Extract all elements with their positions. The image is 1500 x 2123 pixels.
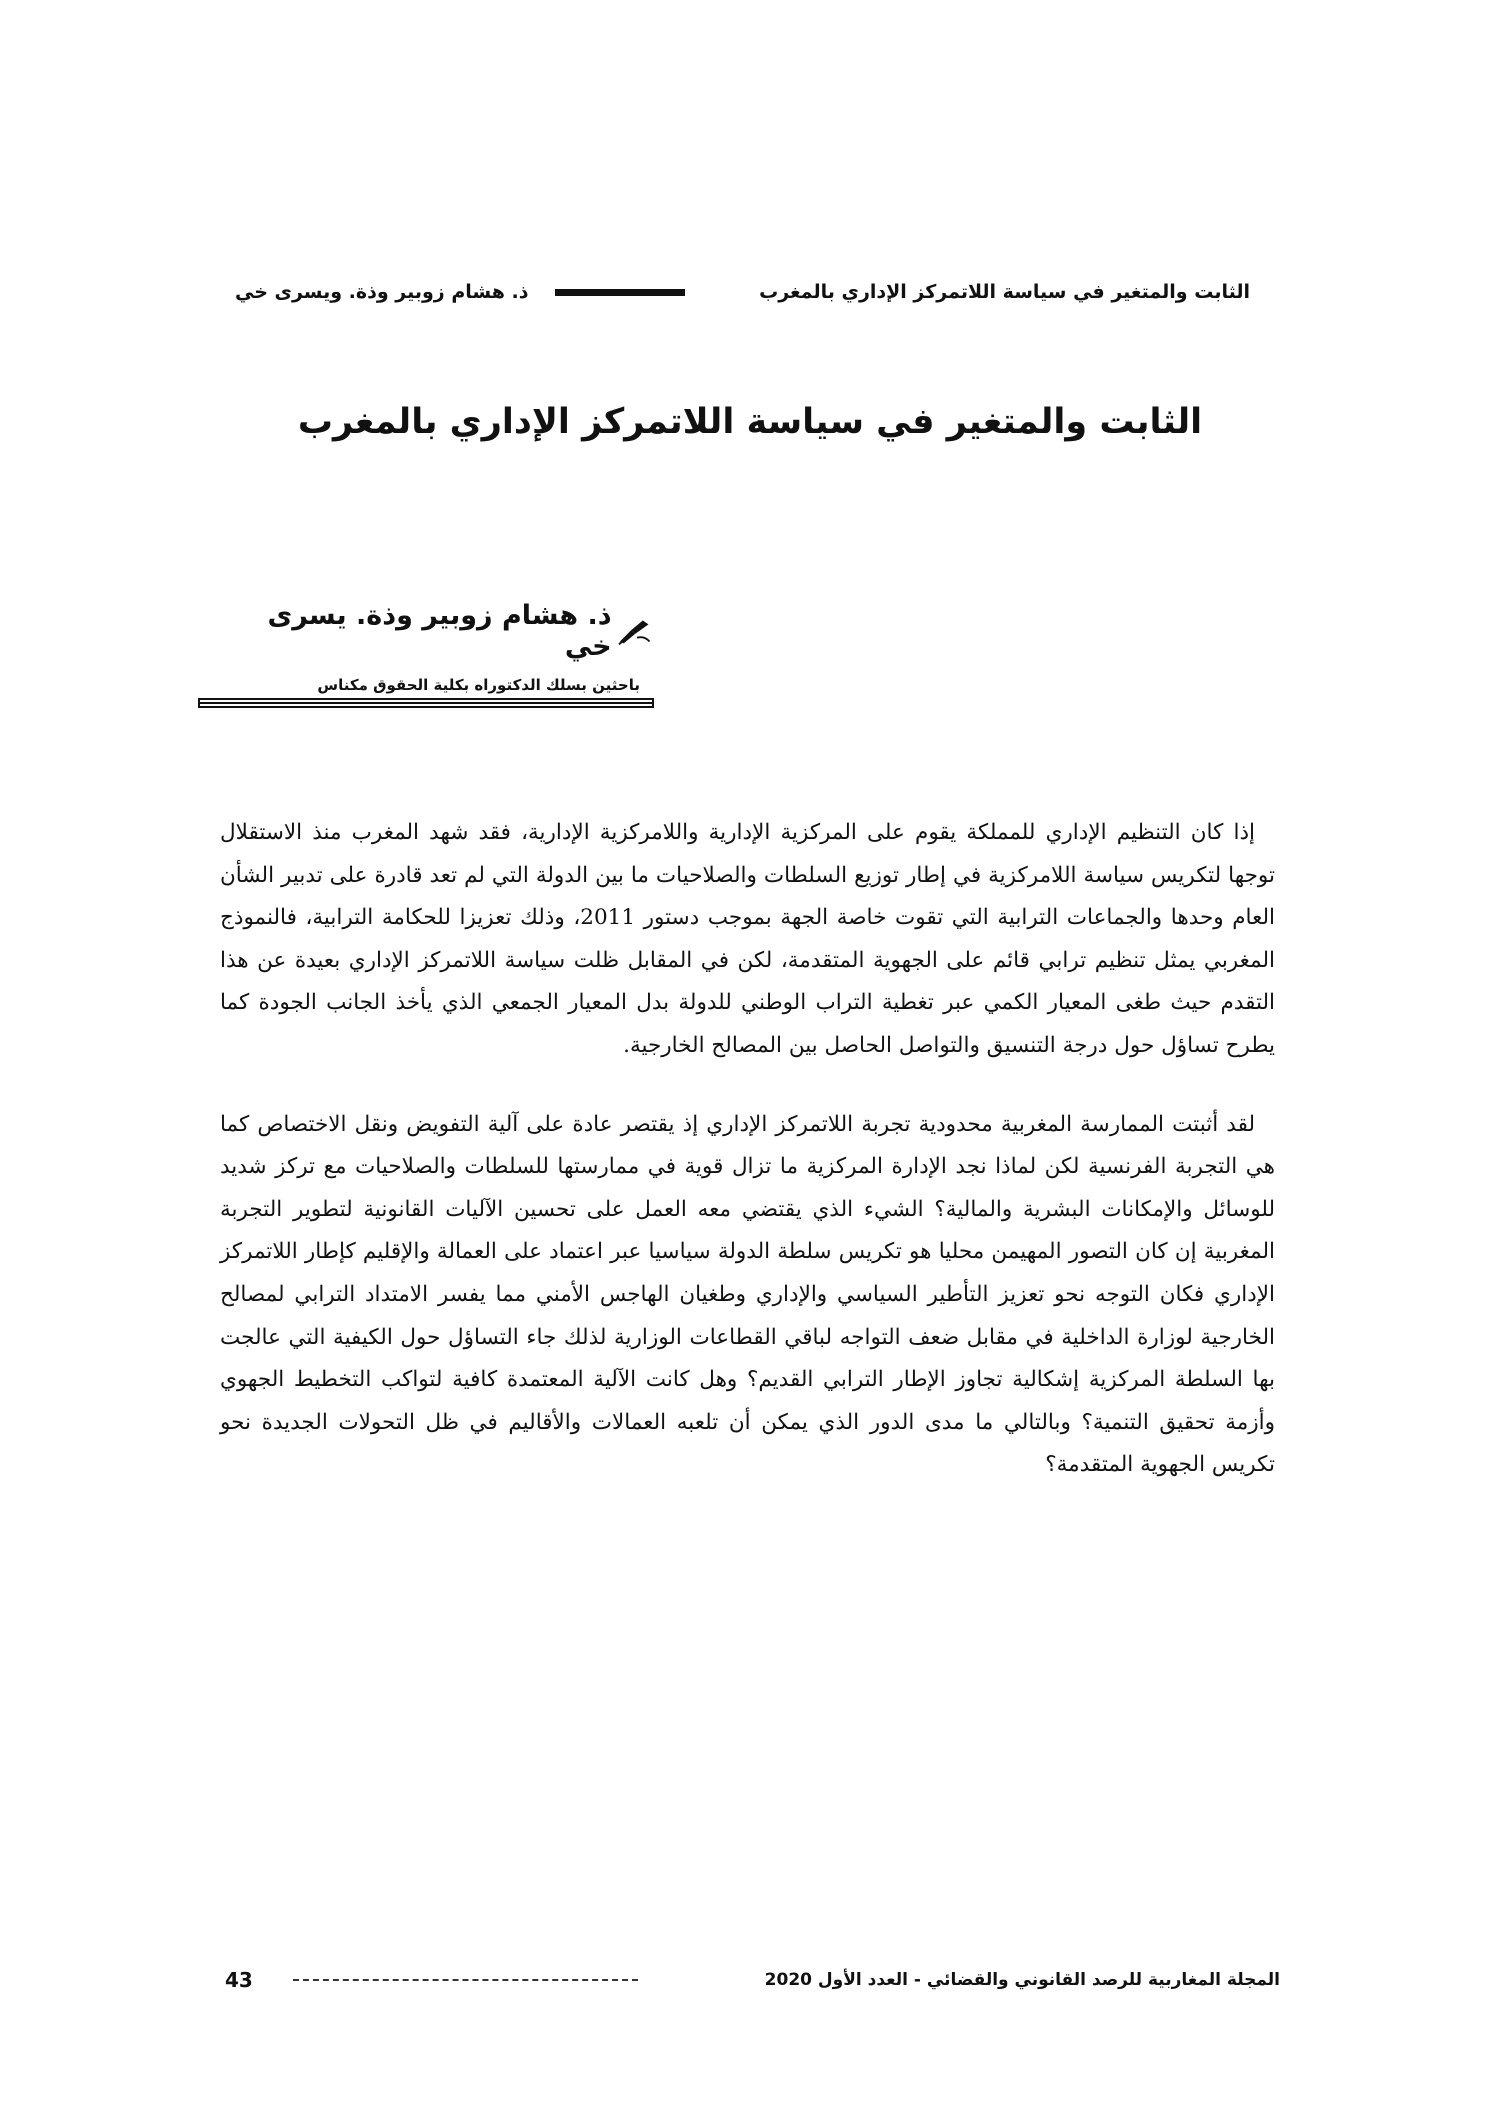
footer-left-group <box>225 1968 638 1992</box>
running-authors: ذ. هشام زوبير وذة. ويسرى خي <box>235 281 529 303</box>
page-number: 43 <box>225 1968 253 1992</box>
running-header <box>235 272 1250 312</box>
journal-name: المجلة المغاربية للرصد القانوني والقضائي - العدد الأول 2020 <box>764 1970 1280 1990</box>
running-authors-group <box>235 281 711 303</box>
author-names: ذ. هشام زوبير وذة. يسرى خي <box>267 600 612 662</box>
author-line <box>230 600 650 662</box>
author-block <box>230 600 650 694</box>
footer-dashed-rule <box>293 1979 638 1981</box>
writing-hand-icon <box>618 616 650 646</box>
page-footer <box>225 1960 1280 2000</box>
paragraph: إذا كان التنظيم الإداري للمملكة يقوم على المركزية الإدارية واللامركزية الإدارية، فقد شهد المغرب منذ الاستقلال توجها لتكريس سياسة اللامركزية في إطار توزيع السلطات والصلاحيات ما بين الدولة التي لم تعد قادرة على تدبير الشأن العام وحدها والجماعات الترابية التي تقوت خاصة الجهة بموجب دستور 2011، وذلك تعزيزا للحكامة الترابية، فالنموذج المغربي يمثل تنظيم ترابي قائم على الجهوية المتقدمة، لكن في المقابل ظلت سياسة اللاتمركز الإداري بعيدة عن هذا التقدم حيث طغى المعيار الكمي عبر تغطية التراب الوطني للدولة بدل المعيار الجمعي الذي يأخذ الجانب الجودة كما يطرح تساؤل حول درجة التنسيق والتواصل الحاصل بين المصالح الخارجية. <box>220 820 1275 1058</box>
article-title: الثابت والمتغير في سياسة اللاتمركز الإداري بالمغرب <box>297 402 1203 442</box>
header-rule <box>555 289 685 296</box>
paragraph: لقد أثبتت الممارسة المغربية محدودية تجربة اللاتمركز الإداري إذ يقتصر عادة على آلية التفويض ونقل الاختصاص كما هي التجربة الفرنسية لكن لماذا نجد الإدارة المركزية ما تزال قوية في ممارستها للسلطات والصلاحيات مع تركز شديد للوسائل والإمكانات البشرية والمالية؟ الشيء الذي يقتضي معه العمل على تحسين الآليات القانونية لتطوير التجربة المغربية إن كان التصور المهيمن محليا هو تكريس سلطة الدولة سياسيا عبر اعتماد على العمالة والإقليم كإطار اللاتمركز الإداري فكان التوجه نحو تعزيز التأطير السياسي والإداري وطغيان الهاجس الأمني مما يفسر الامتداد الترابي لمصالح الخارجية لوزارة الداخلية في مقابل ضعف التواجه لباقي القطاعات الوزارية لذلك جاء التساؤل حول الكيفية التي عالجت بها السلطة المركزية إشكالية تجاوز الإطار الترابي القديم؟ وهل كانت الآلية المعتمدة كافية لتواكب التخطيط الجهوي وأزمة تحقيق التنمية؟ وبالتالي ما مدى الدور الذي يمكن أن تلعبه العمالات والأقاليم في ظل التحولات الجديدة نحو تكريس الجهوية المتقدمة؟ <box>220 1111 1275 1478</box>
article-body <box>220 812 1275 1487</box>
author-divider <box>198 698 654 708</box>
author-affiliation: باحثين بسلك الدكتوراه بكلية الحقوق مكناس <box>317 676 640 694</box>
running-title: الثابت والمتغير في سياسة اللاتمركز الإداري بالمغرب <box>759 281 1250 303</box>
